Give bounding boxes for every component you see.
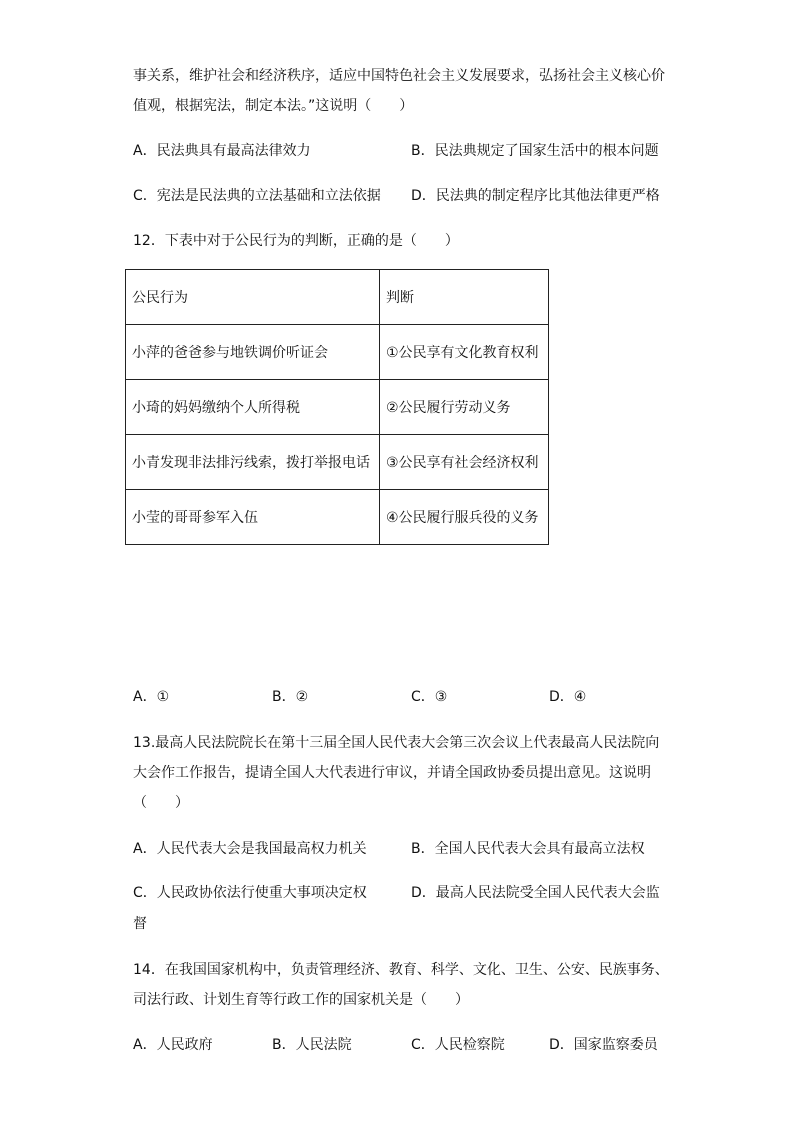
q11-stem-line-2: 值观，根据宪法，制定本法。”这说明（ ） <box>133 98 414 114</box>
table-row <box>126 490 549 545</box>
q13-stem-line-2: 大会作工作报告，提请全国人大代表进行审议，并请全国政协委员提出意见。这说明 <box>133 765 651 781</box>
table-cell-behavior: 小琦的妈妈缴纳个人所得税 <box>126 380 380 435</box>
table-cell-judgment: ③公民享有社会经济权利 <box>380 435 549 490</box>
q12-table <box>125 269 549 545</box>
q13-option-d: D．最高人民法院受全国人民代表大会监 <box>411 885 660 901</box>
q11-option-c: C．宪法是民法典的立法基础和立法依据 <box>133 188 381 204</box>
q11-option-d: D．民法典的制定程序比其他法律更严格 <box>411 188 660 204</box>
table-cell-judgment: ②公民履行劳动义务 <box>380 380 549 435</box>
q14-stem-line-1: 14．在我国国家机构中，负责管理经济、教育、科学、文化、卫生、公安、民族事务、 <box>133 962 669 978</box>
table-row <box>126 325 549 380</box>
q13-stem-line-1: 13.最高人民法院院长在第十三届全国人民代表大会第三次会议上代表最高人民法院向 <box>133 735 660 751</box>
q14-option-d: D．国家监察委员 <box>549 1037 658 1053</box>
q14-option-a: A．人民政府 <box>133 1037 213 1053</box>
table-cell-judgment: ④公民履行服兵役的义务 <box>380 490 549 545</box>
table-cell-behavior: 小萍的爸爸参与地铁调价听证会 <box>126 325 380 380</box>
table-header-row <box>126 270 549 325</box>
q11-option-a: A．民法典具有最高法律效力 <box>133 143 311 159</box>
table-row <box>126 380 549 435</box>
q13-option-a: A．人民代表大会是我国最高权力机关 <box>133 841 367 857</box>
q14-option-b: B．人民法院 <box>272 1037 352 1053</box>
q12-option-d: D．④ <box>549 689 587 705</box>
q12-stem: 12．下表中对于公民行为的判断，正确的是（ ） <box>133 233 459 249</box>
q13-option-d-continued: 督 <box>133 916 147 932</box>
table-cell-behavior: 小莹的哥哥参军入伍 <box>126 490 380 545</box>
q12-option-c: C．③ <box>411 689 448 705</box>
q11-stem-line-1: 事关系，维护社会和经济秩序，适应中国特色社会主义发展要求，弘扬社会主义核心价 <box>133 68 665 84</box>
table-cell-behavior: 小青发现非法排污线索，拨打举报电话 <box>126 435 380 490</box>
q13-stem-line-3: （ ） <box>133 795 189 811</box>
q12-option-a: A．① <box>133 689 170 705</box>
table-cell-judgment: ①公民享有文化教育权利 <box>380 325 549 380</box>
q14-stem-line-2: 司法行政、计划生育等行政工作的国家机关是（ ） <box>133 992 469 1008</box>
q11-option-b: B．民法典规定了国家生活中的根本问题 <box>411 143 659 159</box>
table-header-behavior: 公民行为 <box>126 270 380 325</box>
q12-option-b: B．② <box>272 689 309 705</box>
q13-option-b: B．全国人民代表大会具有最高立法权 <box>411 841 645 857</box>
table-header-judgment: 判断 <box>380 270 549 325</box>
q13-option-c: C．人民政协依法行使重大事项决定权 <box>133 885 367 901</box>
q14-option-c: C．人民检察院 <box>411 1037 505 1053</box>
table-row <box>126 435 549 490</box>
